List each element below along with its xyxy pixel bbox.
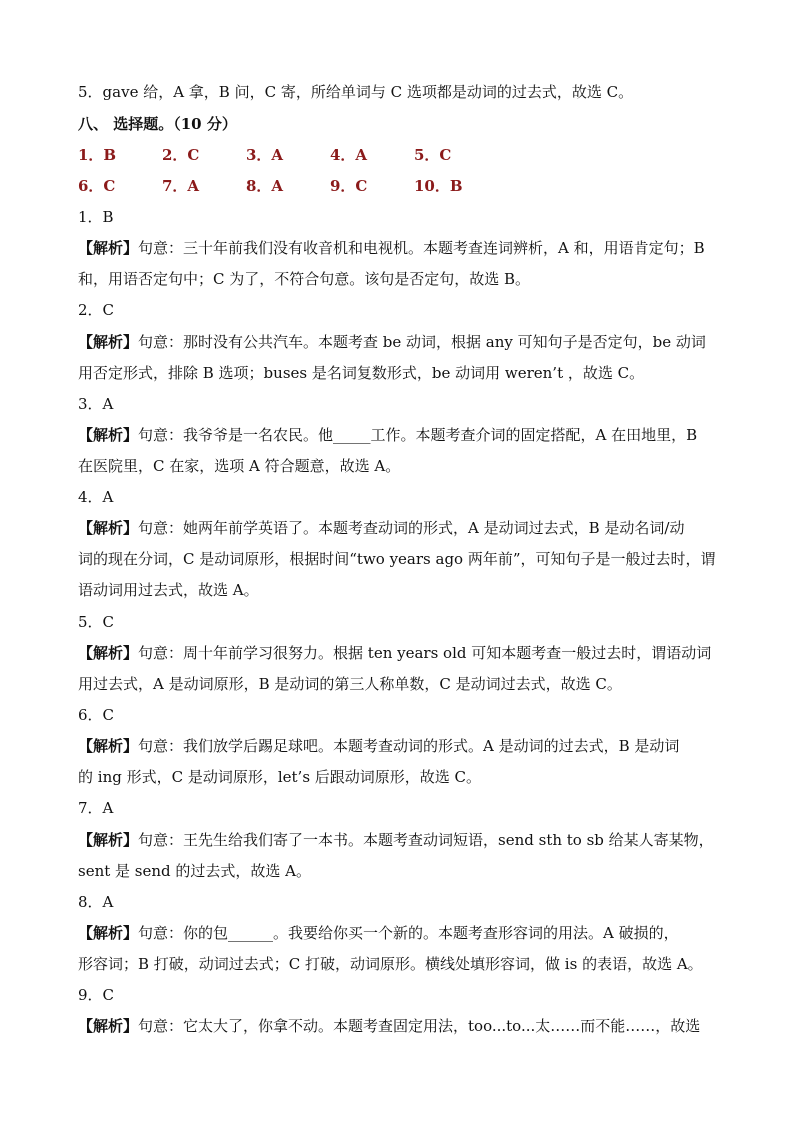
item-number: 2．C [78, 301, 115, 319]
answer-key-item: 3．A [246, 146, 284, 164]
explanation-line: 【解析】句意：她两年前学英语了。本题考查动词的形式，A 是动词过去式，B 是动名词/动 [78, 519, 685, 537]
explanation-line: 【解析】句意：周十年前学习很努力。根据 ten years old 可知本题考查一般过去时，谓语动词 [78, 644, 712, 662]
item-number: 6．C [78, 706, 115, 724]
analysis-tag: 【解析】 [78, 426, 139, 444]
item-number: 1．B [78, 208, 114, 226]
item-number: 4．A [78, 488, 114, 506]
explanation-line: 和，用语否定句中；C 为了，不符合句意。该句是否定句，故选 B。 [78, 270, 531, 288]
answer-key-row-1 [78, 145, 478, 165]
item-number: 5．C [78, 613, 115, 631]
answer-key-item: 7．A [162, 177, 200, 195]
answer-key-item: 6．C [78, 177, 116, 195]
section-heading: 八、 选择题。（10 分） [78, 115, 237, 133]
item-number: 8．A [78, 893, 114, 911]
explanation-line: 词的现在分词，C 是动词原形，根据时间“two years ago 两年前”，可知句子是一般过去时，谓 [78, 550, 716, 568]
explanation-line: 【解析】句意：你的包______。我要给你买一个新的。本题考查形容词的用法。A 破损的， [78, 924, 679, 942]
answer-key-item: 4．A [330, 146, 368, 164]
item-number: 7．A [78, 799, 114, 817]
explanation-line: 【解析】句意：我爷爷是一名农民。他_____工作。本题考查介词的固定搭配，A 在田地里，B [78, 426, 698, 444]
answer-key-item: 1．B [78, 146, 117, 164]
explanation-line: 形容词；B 打破，动词过去式；C 打破，动词原形。横线处填形容词，做 is 的表语，故选 A。 [78, 955, 703, 973]
explanation-line: 语动词用过去式，故选 A。 [78, 581, 259, 599]
explanation-line: sent 是 send 的过去式，故选 A。 [78, 862, 312, 880]
explanation-line: 的 ing 形式，C 是动词原形，let’s 后跟动词原形，故选 C。 [78, 768, 482, 786]
answer-key-item: 9．C [330, 177, 368, 195]
analysis-tag: 【解析】 [78, 831, 139, 849]
analysis-tag: 【解析】 [78, 924, 139, 942]
analysis-tag: 【解析】 [78, 333, 139, 351]
analysis-tag: 【解析】 [78, 1017, 139, 1035]
explanation-line: 【解析】句意：那时没有公共汽车。本题考查 be 动词，根据 any 可知句子是否定句，be 动词 [78, 333, 706, 351]
answer-key-item: 5．C [414, 146, 452, 164]
explanation-line: 【解析】句意：我们放学后踢足球吧。本题考查动词的形式。A 是动词的过去式，B 是动词 [78, 737, 680, 755]
analysis-tag: 【解析】 [78, 239, 139, 257]
explanation-line: 在医院里，C 在家，选项 A 符合题意，故选 A。 [78, 457, 401, 475]
explanation-line: 用否定形式，排除 B 选项；buses 是名词复数形式，be 动词用 weren’t ，故选 C。 [78, 364, 645, 382]
analysis-tag: 【解析】 [78, 644, 139, 662]
item-5-explanation: 5．gave 给，A 拿，B 问，C 寄，所给单词与 C 选项都是动词的过去式，故选 C。 [78, 83, 634, 101]
item-number: 9．C [78, 986, 115, 1004]
answer-key-row-2 [78, 176, 478, 196]
explanation-line: 【解析】句意：它太大了，你拿不动。本题考查固定用法，too...to...太……而不能……，故选 [78, 1017, 701, 1035]
answer-key-item: 10．B [414, 177, 463, 195]
item-number: 3．A [78, 395, 114, 413]
analysis-tag: 【解析】 [78, 519, 139, 537]
explanation-line: 用过去式，A 是动词原形，B 是动词的第三人称单数，C 是动词过去式，故选 C。 [78, 675, 622, 693]
explanation-line: 【解析】句意：王先生给我们寄了一本书。本题考查动词短语，send sth to sb 给某人寄某物， [78, 831, 714, 849]
answer-key-item: 2．C [162, 146, 200, 164]
answer-key-item: 8．A [246, 177, 284, 195]
analysis-tag: 【解析】 [78, 737, 139, 755]
explanation-line: 【解析】句意：三十年前我们没有收音机和电视机。本题考查连词辨析，A 和，用语肯定句；B [78, 239, 705, 257]
